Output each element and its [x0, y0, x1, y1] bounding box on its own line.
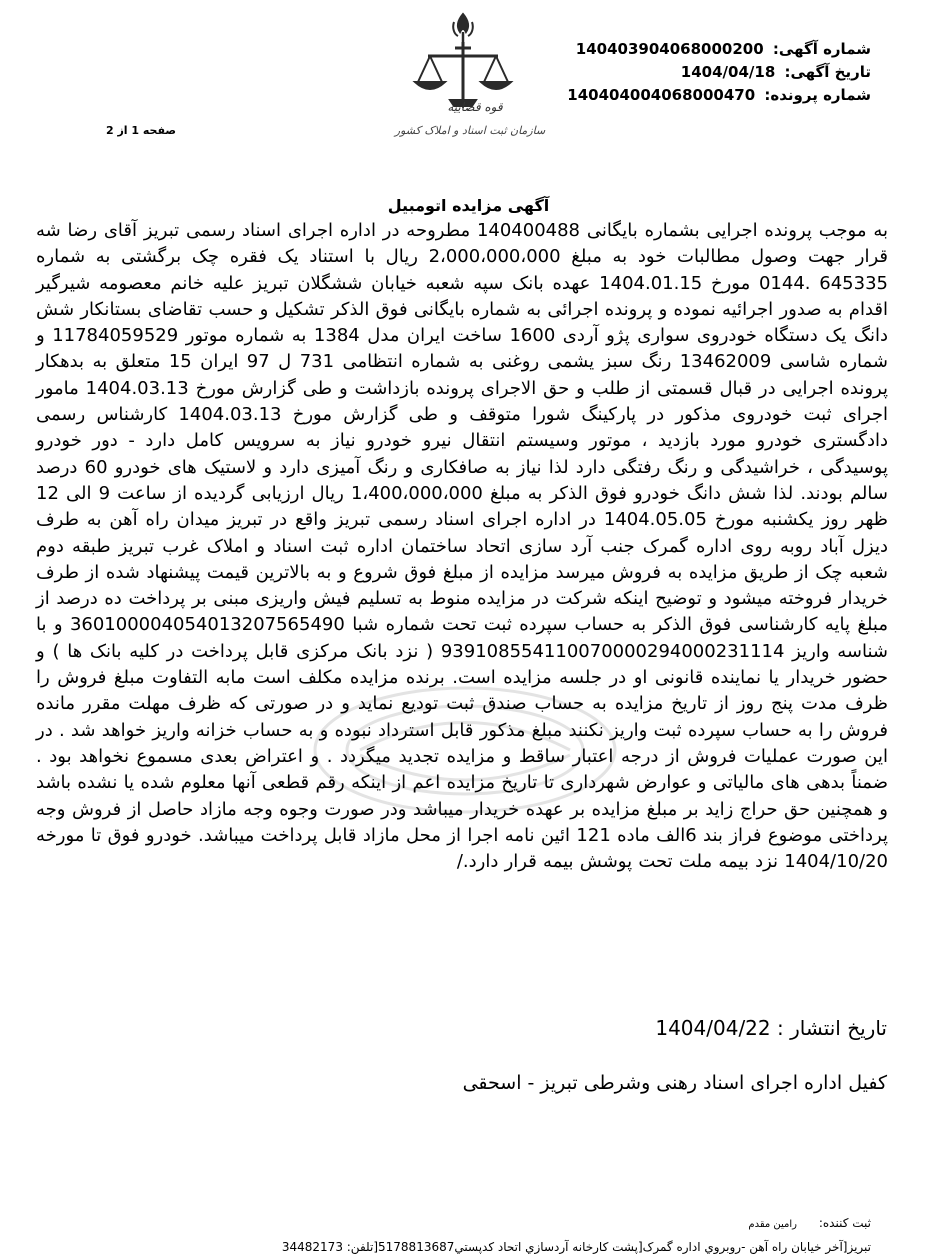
ad-date-value: 1404/04/18 — [680, 63, 776, 81]
registrar-label: ثبت کننده: — [818, 1216, 871, 1230]
registrar — [748, 1216, 871, 1230]
document-title: آگهی مزایده اتومبیل — [387, 196, 550, 215]
emblem-caption-judiciary: قوه قضاییه — [447, 100, 503, 114]
publish-date: تاریخ انتشار : 1404/04/22 — [655, 1016, 887, 1040]
file-number-row — [567, 84, 871, 107]
ad-date-label: تاریخ آگهی: — [784, 63, 871, 81]
page-number: صفحه 1 از 2 — [105, 124, 177, 137]
auction-notice-body: به موجب پرونده اجرایی بشماره بایگانی 140400488 مطروحه در اداره اجرای اسناد رسمی تبریز آقای رضا شه قرار جهت وصول مطالبات خود به مبلغ 2،000،000،000 ریال با استناد یک فقره چک برگشتی به شماره 645335 .0144 مورخ 1404.01.15 عهده بانک سپه شعبه خیابان ششگلان تبریز علیه خانم معصومه شیرگیر اقدام به صدور اجرائیه نموده و پرونده اجرائی به شماره بایگانی فوق الذکر تشکیل و حسب تقاضای بستانکار شش دانگ یک دستگاه خودروی سواری پژو آردی 1600 ساخت ایران مدل 1384 به شماره موتور 11784059529 و شماره شاسی 13462009 رنگ سبز یشمی روغنی به شماره انتظامی 731 ل 97 ایران 15 متعلق به بدهکار پرونده اجرایی در قبال قسمتی از طلب و حق الاجرای پرونده بازداشت و طی گزارش مورخ 1404.03.13 مامور اجرای ثبت خودروی مذکور در پارکینگ شورا متوقف و طی گزارش مورخ 1404.03.13 کارشناس رسمی دادگستری خودرو مورد بازدید ، موتور وسیستم انتقال نیرو خودرو نیاز به سرویس کامل دارد - دور خودرو پوسیدگی ، خراشیدگی و رنگ رفتگی دارد لذا نیاز به صافکاری و رنگ آمیزی دارد و لاستیک های خودرو 60 درصد سالم بودند. لذا شش دانگ خودرو فوق الذکر به مبلغ 1،400،000،000 ریال ارزیابی گردیده از ساعت 9 الی 12 ظهر روز یکشنبه مورخ 1404.05.05 در اداره اجرای اسناد رسمی تبریز واقع در تبریز میدان راه آهن به طرف دیزل آباد روبه روی اداره گمرک جنب آرد سازی اتحاد ساختمان اداره ثبت اسناد و املاک غرب تبریز طبقه دوم شعبه چک از طریق مزایده به فروش میرسد مزایده از مبلغ فوق شروع و به بالاترین قیمت پیشنهاد شده از طرف خریدار فروخته میشود و توضیح اینکه شرکت در مزایده منوط به تسلیم فیش واریزی مبنی بر پرداخت ده درصد از مبلغ پایه کارشناسی فوق الذکر به حساب سپرده ثبت تحت شماره شبا 360100004054013207565490 و با شناسه واریز 939108554110070000294000231114 ( نزد بانک مرکزی قابل پرداخت در کلیه بانک ها ) و حضور خریدار یا نماینده قانونی او در جلسه مزایده است. برنده مزایده مکلف است مابه التفاوت مبلغ فروش را ظرف مدت پنج روز از تاریخ مزایده به حساب صندق ثبت تودیع نماید و در صورتی که ظرف مهلت مقرر مانده فروش را به حساب سپرده ثبت واریز نکنند مبلغ مذکور قابل استرداد نبوده و به حساب خزانه واریز خواهد شد . در این صورت عملیات فروش از درجه اعتبار ساقط و مزایده تجدید میگردد . و اعتراض بعدی مسموع نخواهد بود . ضمناً بدهی های مالیاتی و عوارض شهرداری تا تاریخ مزایده اعم از اینکه رقم قطعی آنها معلوم شده یا نشده باشد و همچنین حق حراج زاید بر مبلغ مزایده بر عهده خریدار میباشد ودر صورت وجوه وجه مازاد حاصل از فروش وجه پرداختی موضوع فراز بند 6الف ماده 121 ائین نامه اجرا از محل مازاد قابل پرداخت میباشد. خودرو فوق تا مورخه 1404/10/20 نزد بیمه ملت تحت پوشش بیمه قرار دارد./ — [36, 220, 889, 873]
file-number-label: شماره پرونده: — [764, 86, 871, 104]
footer-address: تبریز[آخر خیابان راه آهن -روبروي اداره گمرک[پشت کارخانه آردسازي اتحاد کدپستي5178813687[تلفن: 34482173 — [281, 1240, 871, 1254]
signature-line: کفیل اداره اجرای اسناد رهنی وشرطی تبریز - اسحقی — [462, 1072, 887, 1094]
emblem-caption-organization: سازمان ثبت اسناد و املاک کشور — [394, 124, 546, 137]
ad-number-value: 140403904068000200 — [575, 40, 764, 58]
registrar-name: رامین مقدم — [748, 1219, 798, 1230]
ad-date-row — [581, 61, 871, 84]
ad-number-label: شماره آگهی: — [772, 40, 871, 58]
file-number-value: 140404004068000470 — [567, 86, 756, 104]
header-info — [567, 38, 871, 107]
ad-number-row — [575, 38, 871, 61]
